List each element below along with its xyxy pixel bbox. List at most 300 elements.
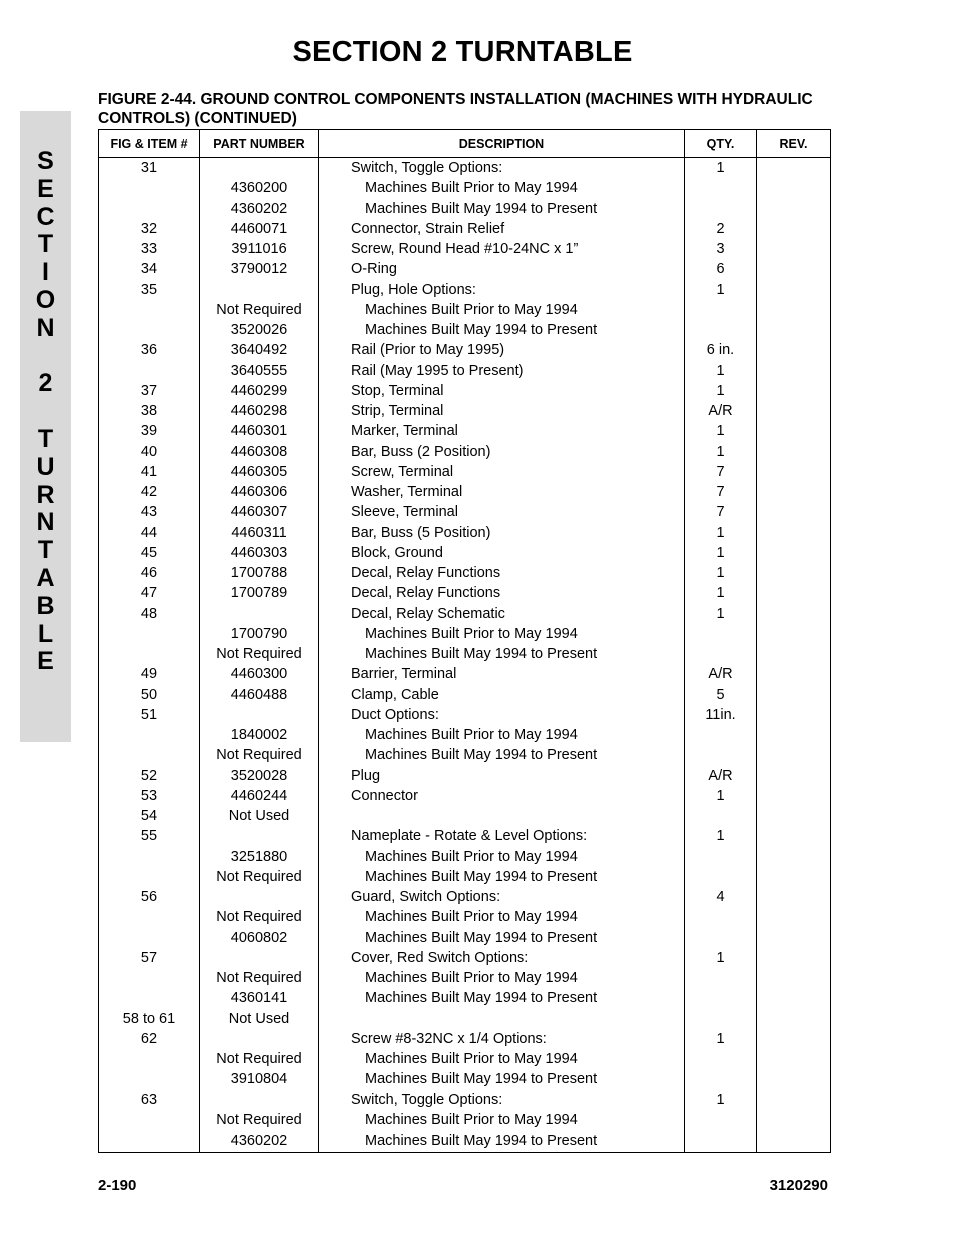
revision-cell bbox=[757, 462, 831, 482]
item-number-cell: 45 bbox=[99, 543, 200, 563]
part-number-cell: Not Required bbox=[200, 300, 319, 320]
revision-cell bbox=[757, 806, 831, 826]
part-number-cell: 4360200 bbox=[200, 178, 319, 198]
revision-cell bbox=[757, 320, 831, 340]
table-row bbox=[99, 766, 831, 786]
item-number-cell bbox=[99, 361, 200, 381]
side-tab-letter: T bbox=[37, 424, 54, 453]
part-number-cell: 4360141 bbox=[200, 988, 319, 1008]
document-number: 3120290 bbox=[769, 1177, 828, 1194]
part-number-cell: 1700788 bbox=[200, 563, 319, 583]
description-cell: Connector, Strain Relief bbox=[319, 219, 685, 239]
revision-cell bbox=[757, 887, 831, 907]
table-row bbox=[99, 685, 831, 705]
part-number-cell: 3790012 bbox=[200, 259, 319, 279]
description-cell: Strip, Terminal bbox=[319, 401, 685, 421]
table-row bbox=[99, 502, 831, 522]
quantity-cell: 4 bbox=[685, 887, 757, 907]
table-row bbox=[99, 583, 831, 603]
side-tab-letter: B bbox=[36, 591, 55, 620]
description-cell: Cover, Red Switch Options: bbox=[319, 948, 685, 968]
revision-cell bbox=[757, 624, 831, 644]
table-row bbox=[99, 280, 831, 300]
table-row bbox=[99, 219, 831, 239]
part-number-cell: Not Required bbox=[200, 644, 319, 664]
table-row bbox=[99, 462, 831, 482]
description-cell: Machines Built May 1994 to Present bbox=[319, 867, 685, 887]
revision-cell bbox=[757, 1009, 831, 1029]
revision-cell bbox=[757, 563, 831, 583]
side-tab-letter: T bbox=[37, 536, 54, 565]
table-header-row bbox=[99, 130, 831, 158]
part-number-cell: 1700790 bbox=[200, 624, 319, 644]
quantity-cell: 5 bbox=[685, 685, 757, 705]
part-number-cell: 4460299 bbox=[200, 381, 319, 401]
description-cell: Rail (Prior to May 1995) bbox=[319, 340, 685, 360]
quantity-cell: 1 bbox=[685, 158, 757, 179]
item-number-cell bbox=[99, 1110, 200, 1130]
part-number-cell: 3640555 bbox=[200, 361, 319, 381]
description-cell: Machines Built May 1994 to Present bbox=[319, 1130, 685, 1153]
part-number-cell: Not Required bbox=[200, 968, 319, 988]
revision-cell bbox=[757, 745, 831, 765]
revision-cell bbox=[757, 867, 831, 887]
item-number-cell: 44 bbox=[99, 523, 200, 543]
quantity-cell bbox=[685, 907, 757, 927]
description-cell: Sleeve, Terminal bbox=[319, 502, 685, 522]
item-number-cell bbox=[99, 968, 200, 988]
quantity-cell: 1 bbox=[685, 523, 757, 543]
quantity-cell bbox=[685, 199, 757, 219]
revision-cell bbox=[757, 685, 831, 705]
quantity-cell: 1 bbox=[685, 1090, 757, 1110]
description-cell: Machines Built Prior to May 1994 bbox=[319, 624, 685, 644]
table-row bbox=[99, 1069, 831, 1089]
revision-cell bbox=[757, 361, 831, 381]
table-row bbox=[99, 928, 831, 948]
item-number-cell: 40 bbox=[99, 442, 200, 462]
revision-cell bbox=[757, 300, 831, 320]
item-number-cell: 34 bbox=[99, 259, 200, 279]
table-row bbox=[99, 604, 831, 624]
table-row bbox=[99, 340, 831, 360]
revision-cell bbox=[757, 1029, 831, 1049]
item-number-cell bbox=[99, 847, 200, 867]
part-number-cell bbox=[200, 705, 319, 725]
part-number-cell: 4460244 bbox=[200, 786, 319, 806]
revision-cell bbox=[757, 644, 831, 664]
table-row bbox=[99, 887, 831, 907]
side-tab-letters bbox=[20, 148, 71, 676]
item-number-cell: 58 to 61 bbox=[99, 1009, 200, 1029]
table-row bbox=[99, 1110, 831, 1130]
quantity-cell bbox=[685, 300, 757, 320]
table-row bbox=[99, 482, 831, 502]
table-row bbox=[99, 725, 831, 745]
description-cell: Switch, Toggle Options: bbox=[319, 158, 685, 179]
item-number-cell bbox=[99, 300, 200, 320]
table-row bbox=[99, 624, 831, 644]
section-title: SECTION 2 TURNTABLE bbox=[292, 36, 633, 68]
table-row bbox=[99, 158, 831, 179]
item-number-cell: 43 bbox=[99, 502, 200, 522]
part-number-cell: 4460300 bbox=[200, 664, 319, 684]
part-number-cell: 3640492 bbox=[200, 340, 319, 360]
quantity-cell bbox=[685, 624, 757, 644]
revision-cell bbox=[757, 381, 831, 401]
part-number-cell: 4360202 bbox=[200, 199, 319, 219]
revision-cell bbox=[757, 280, 831, 300]
part-number-cell: 4360202 bbox=[200, 1130, 319, 1153]
description-cell: Machines Built May 1994 to Present bbox=[319, 199, 685, 219]
revision-cell bbox=[757, 239, 831, 259]
description-cell: Machines Built May 1994 to Present bbox=[319, 320, 685, 340]
description-cell: Clamp, Cable bbox=[319, 685, 685, 705]
quantity-cell bbox=[685, 968, 757, 988]
item-number-cell: 53 bbox=[99, 786, 200, 806]
revision-cell bbox=[757, 907, 831, 927]
side-tab-gap bbox=[20, 398, 71, 426]
revision-cell bbox=[757, 705, 831, 725]
item-number-cell bbox=[99, 745, 200, 765]
part-number-cell: 1700789 bbox=[200, 583, 319, 603]
item-number-cell bbox=[99, 988, 200, 1008]
table-row bbox=[99, 988, 831, 1008]
col-header-fig-item: FIG & ITEM # bbox=[99, 130, 200, 158]
item-number-cell bbox=[99, 199, 200, 219]
quantity-cell: 11in. bbox=[685, 705, 757, 725]
description-cell bbox=[319, 806, 685, 826]
table-row bbox=[99, 401, 831, 421]
quantity-cell bbox=[685, 644, 757, 664]
revision-cell bbox=[757, 948, 831, 968]
table-row bbox=[99, 259, 831, 279]
table-row bbox=[99, 664, 831, 684]
part-number-cell bbox=[200, 826, 319, 846]
quantity-cell bbox=[685, 988, 757, 1008]
table-row bbox=[99, 705, 831, 725]
description-cell: Guard, Switch Options: bbox=[319, 887, 685, 907]
table-row bbox=[99, 1090, 831, 1110]
description-cell: Decal, Relay Functions bbox=[319, 563, 685, 583]
quantity-cell: 2 bbox=[685, 219, 757, 239]
part-number-cell: 1840002 bbox=[200, 725, 319, 745]
revision-cell bbox=[757, 421, 831, 441]
revision-cell bbox=[757, 766, 831, 786]
item-number-cell: 48 bbox=[99, 604, 200, 624]
description-cell: Machines Built Prior to May 1994 bbox=[319, 1110, 685, 1130]
item-number-cell: 54 bbox=[99, 806, 200, 826]
part-number-cell: Not Required bbox=[200, 907, 319, 927]
quantity-cell: 1 bbox=[685, 442, 757, 462]
description-cell: Barrier, Terminal bbox=[319, 664, 685, 684]
quantity-cell bbox=[685, 1049, 757, 1069]
side-tab-letter: N bbox=[36, 508, 55, 537]
quantity-cell bbox=[685, 178, 757, 198]
table-row bbox=[99, 968, 831, 988]
item-number-cell bbox=[99, 928, 200, 948]
description-cell: Machines Built Prior to May 1994 bbox=[319, 300, 685, 320]
revision-cell bbox=[757, 442, 831, 462]
parts-table bbox=[98, 129, 831, 1153]
table-row bbox=[99, 826, 831, 846]
description-cell: Machines Built May 1994 to Present bbox=[319, 988, 685, 1008]
part-number-cell: 4060802 bbox=[200, 928, 319, 948]
description-cell: Block, Ground bbox=[319, 543, 685, 563]
revision-cell bbox=[757, 826, 831, 846]
page-number: 2-190 bbox=[98, 1177, 137, 1194]
quantity-cell bbox=[685, 1009, 757, 1029]
table-row bbox=[99, 907, 831, 927]
item-number-cell: 46 bbox=[99, 563, 200, 583]
item-number-cell: 36 bbox=[99, 340, 200, 360]
side-tab-letter: R bbox=[36, 480, 55, 509]
revision-cell bbox=[757, 199, 831, 219]
part-number-cell: 4460298 bbox=[200, 401, 319, 421]
quantity-cell bbox=[685, 1110, 757, 1130]
table-row bbox=[99, 320, 831, 340]
description-cell: Machines Built May 1994 to Present bbox=[319, 1069, 685, 1089]
quantity-cell: 1 bbox=[685, 583, 757, 603]
table-row bbox=[99, 300, 831, 320]
item-number-cell: 37 bbox=[99, 381, 200, 401]
revision-cell bbox=[757, 725, 831, 745]
item-number-cell: 47 bbox=[99, 583, 200, 603]
part-number-cell: 4460307 bbox=[200, 502, 319, 522]
col-header-rev: REV. bbox=[757, 130, 831, 158]
table-row bbox=[99, 523, 831, 543]
description-cell: Decal, Relay Functions bbox=[319, 583, 685, 603]
revision-cell bbox=[757, 1069, 831, 1089]
item-number-cell: 57 bbox=[99, 948, 200, 968]
description-cell: Plug, Hole Options: bbox=[319, 280, 685, 300]
part-number-cell: 4460311 bbox=[200, 523, 319, 543]
side-tab-letter: A bbox=[36, 563, 55, 592]
quantity-cell: A/R bbox=[685, 766, 757, 786]
description-cell: Connector bbox=[319, 786, 685, 806]
quantity-cell: 1 bbox=[685, 421, 757, 441]
part-number-cell: Not Required bbox=[200, 1110, 319, 1130]
quantity-cell bbox=[685, 806, 757, 826]
parts-table-body bbox=[99, 158, 831, 1153]
table-row bbox=[99, 543, 831, 563]
quantity-cell: 7 bbox=[685, 462, 757, 482]
revision-cell bbox=[757, 482, 831, 502]
quantity-cell bbox=[685, 928, 757, 948]
description-cell: Machines Built Prior to May 1994 bbox=[319, 1049, 685, 1069]
item-number-cell: 41 bbox=[99, 462, 200, 482]
description-cell: Machines Built Prior to May 1994 bbox=[319, 178, 685, 198]
table-row bbox=[99, 199, 831, 219]
description-cell: Bar, Buss (2 Position) bbox=[319, 442, 685, 462]
revision-cell bbox=[757, 604, 831, 624]
revision-cell bbox=[757, 259, 831, 279]
item-number-cell bbox=[99, 624, 200, 644]
revision-cell bbox=[757, 401, 831, 421]
side-tab-letter: N bbox=[36, 313, 55, 342]
item-number-cell: 39 bbox=[99, 421, 200, 441]
table-row bbox=[99, 563, 831, 583]
quantity-cell bbox=[685, 320, 757, 340]
quantity-cell: 3 bbox=[685, 239, 757, 259]
table-row bbox=[99, 948, 831, 968]
revision-cell bbox=[757, 928, 831, 948]
quantity-cell bbox=[685, 745, 757, 765]
description-cell: Bar, Buss (5 Position) bbox=[319, 523, 685, 543]
item-number-cell: 55 bbox=[99, 826, 200, 846]
item-number-cell: 49 bbox=[99, 664, 200, 684]
part-number-cell bbox=[200, 280, 319, 300]
item-number-cell bbox=[99, 320, 200, 340]
revision-cell bbox=[757, 1110, 831, 1130]
description-cell: Decal, Relay Schematic bbox=[319, 604, 685, 624]
quantity-cell: 1 bbox=[685, 948, 757, 968]
item-number-cell bbox=[99, 725, 200, 745]
description-cell: Screw, Round Head #10-24NC x 1” bbox=[319, 239, 685, 259]
side-tab-letter: I bbox=[42, 258, 49, 287]
part-number-cell: 4460301 bbox=[200, 421, 319, 441]
revision-cell bbox=[757, 1130, 831, 1153]
figure-title: FIGURE 2-44. GROUND CONTROL COMPONENTS INSTALLATION (MACHINES WITH HYDRAULIC CONTROLS) (CONTINUED) bbox=[98, 91, 813, 127]
quantity-cell: 1 bbox=[685, 543, 757, 563]
quantity-cell: 1 bbox=[685, 381, 757, 401]
table-row bbox=[99, 442, 831, 462]
table-row bbox=[99, 806, 831, 826]
side-tab-letter: U bbox=[36, 452, 55, 481]
table-row bbox=[99, 239, 831, 259]
description-cell: Machines Built Prior to May 1994 bbox=[319, 847, 685, 867]
table-row bbox=[99, 786, 831, 806]
part-number-cell: 4460303 bbox=[200, 543, 319, 563]
part-number-cell: 3520028 bbox=[200, 766, 319, 786]
table-row bbox=[99, 381, 831, 401]
table-row bbox=[99, 421, 831, 441]
table-row bbox=[99, 745, 831, 765]
description-cell bbox=[319, 1009, 685, 1029]
revision-cell bbox=[757, 158, 831, 179]
part-number-cell bbox=[200, 1029, 319, 1049]
quantity-cell: 7 bbox=[685, 482, 757, 502]
side-tab-letter: 2 bbox=[38, 369, 53, 398]
item-number-cell: 51 bbox=[99, 705, 200, 725]
col-header-description: DESCRIPTION bbox=[319, 130, 685, 158]
table-row bbox=[99, 361, 831, 381]
description-cell: Nameplate - Rotate & Level Options: bbox=[319, 826, 685, 846]
part-number-cell: 3911016 bbox=[200, 239, 319, 259]
description-cell: Machines Built Prior to May 1994 bbox=[319, 968, 685, 988]
description-cell: Duct Options: bbox=[319, 705, 685, 725]
revision-cell bbox=[757, 178, 831, 198]
quantity-cell: 1 bbox=[685, 563, 757, 583]
description-cell: Switch, Toggle Options: bbox=[319, 1090, 685, 1110]
quantity-cell: 7 bbox=[685, 502, 757, 522]
description-cell: Plug bbox=[319, 766, 685, 786]
part-number-cell bbox=[200, 1090, 319, 1110]
quantity-cell: 6 in. bbox=[685, 340, 757, 360]
revision-cell bbox=[757, 968, 831, 988]
table-row bbox=[99, 1130, 831, 1153]
side-tab-letter: C bbox=[36, 202, 55, 231]
item-number-cell: 50 bbox=[99, 685, 200, 705]
item-number-cell bbox=[99, 1130, 200, 1153]
item-number-cell: 42 bbox=[99, 482, 200, 502]
description-cell: Washer, Terminal bbox=[319, 482, 685, 502]
revision-cell bbox=[757, 219, 831, 239]
item-number-cell bbox=[99, 1069, 200, 1089]
table-row bbox=[99, 178, 831, 198]
part-number-cell bbox=[200, 887, 319, 907]
revision-cell bbox=[757, 543, 831, 563]
side-tab-letter: E bbox=[37, 647, 54, 676]
side-tab-letter: S bbox=[37, 147, 54, 175]
part-number-cell: 4460306 bbox=[200, 482, 319, 502]
item-number-cell: 62 bbox=[99, 1029, 200, 1049]
table-row bbox=[99, 847, 831, 867]
part-number-cell: 4460488 bbox=[200, 685, 319, 705]
quantity-cell: 1 bbox=[685, 361, 757, 381]
part-number-cell: Not Required bbox=[200, 867, 319, 887]
quantity-cell: A/R bbox=[685, 664, 757, 684]
revision-cell bbox=[757, 523, 831, 543]
quantity-cell: 1 bbox=[685, 604, 757, 624]
part-number-cell: 3910804 bbox=[200, 1069, 319, 1089]
part-number-cell: Not Used bbox=[200, 806, 319, 826]
part-number-cell bbox=[200, 158, 319, 179]
item-number-cell: 38 bbox=[99, 401, 200, 421]
item-number-cell: 31 bbox=[99, 158, 200, 179]
part-number-cell: 3251880 bbox=[200, 847, 319, 867]
quantity-cell bbox=[685, 847, 757, 867]
item-number-cell bbox=[99, 644, 200, 664]
item-number-cell: 35 bbox=[99, 280, 200, 300]
revision-cell bbox=[757, 1049, 831, 1069]
item-number-cell: 56 bbox=[99, 887, 200, 907]
side-tab-gap bbox=[20, 343, 71, 371]
description-cell: Marker, Terminal bbox=[319, 421, 685, 441]
description-cell: Machines Built May 1994 to Present bbox=[319, 644, 685, 664]
quantity-cell: 1 bbox=[685, 1029, 757, 1049]
table-row bbox=[99, 644, 831, 664]
table-row bbox=[99, 1009, 831, 1029]
description-cell: Machines Built Prior to May 1994 bbox=[319, 725, 685, 745]
table-row bbox=[99, 867, 831, 887]
part-number-cell: Not Required bbox=[200, 745, 319, 765]
description-cell: Machines Built Prior to May 1994 bbox=[319, 907, 685, 927]
item-number-cell bbox=[99, 907, 200, 927]
quantity-cell: A/R bbox=[685, 401, 757, 421]
description-cell: Stop, Terminal bbox=[319, 381, 685, 401]
section-side-tab bbox=[20, 111, 71, 742]
item-number-cell: 33 bbox=[99, 239, 200, 259]
side-tab-letter: T bbox=[37, 230, 54, 259]
description-cell: Rail (May 1995 to Present) bbox=[319, 361, 685, 381]
revision-cell bbox=[757, 847, 831, 867]
part-number-cell bbox=[200, 948, 319, 968]
item-number-cell bbox=[99, 1049, 200, 1069]
revision-cell bbox=[757, 502, 831, 522]
quantity-cell: 6 bbox=[685, 259, 757, 279]
revision-cell bbox=[757, 988, 831, 1008]
item-number-cell: 52 bbox=[99, 766, 200, 786]
item-number-cell: 63 bbox=[99, 1090, 200, 1110]
revision-cell bbox=[757, 664, 831, 684]
quantity-cell bbox=[685, 1130, 757, 1153]
table-row bbox=[99, 1049, 831, 1069]
item-number-cell bbox=[99, 178, 200, 198]
revision-cell bbox=[757, 583, 831, 603]
part-number-cell: 4460071 bbox=[200, 219, 319, 239]
quantity-cell: 1 bbox=[685, 786, 757, 806]
